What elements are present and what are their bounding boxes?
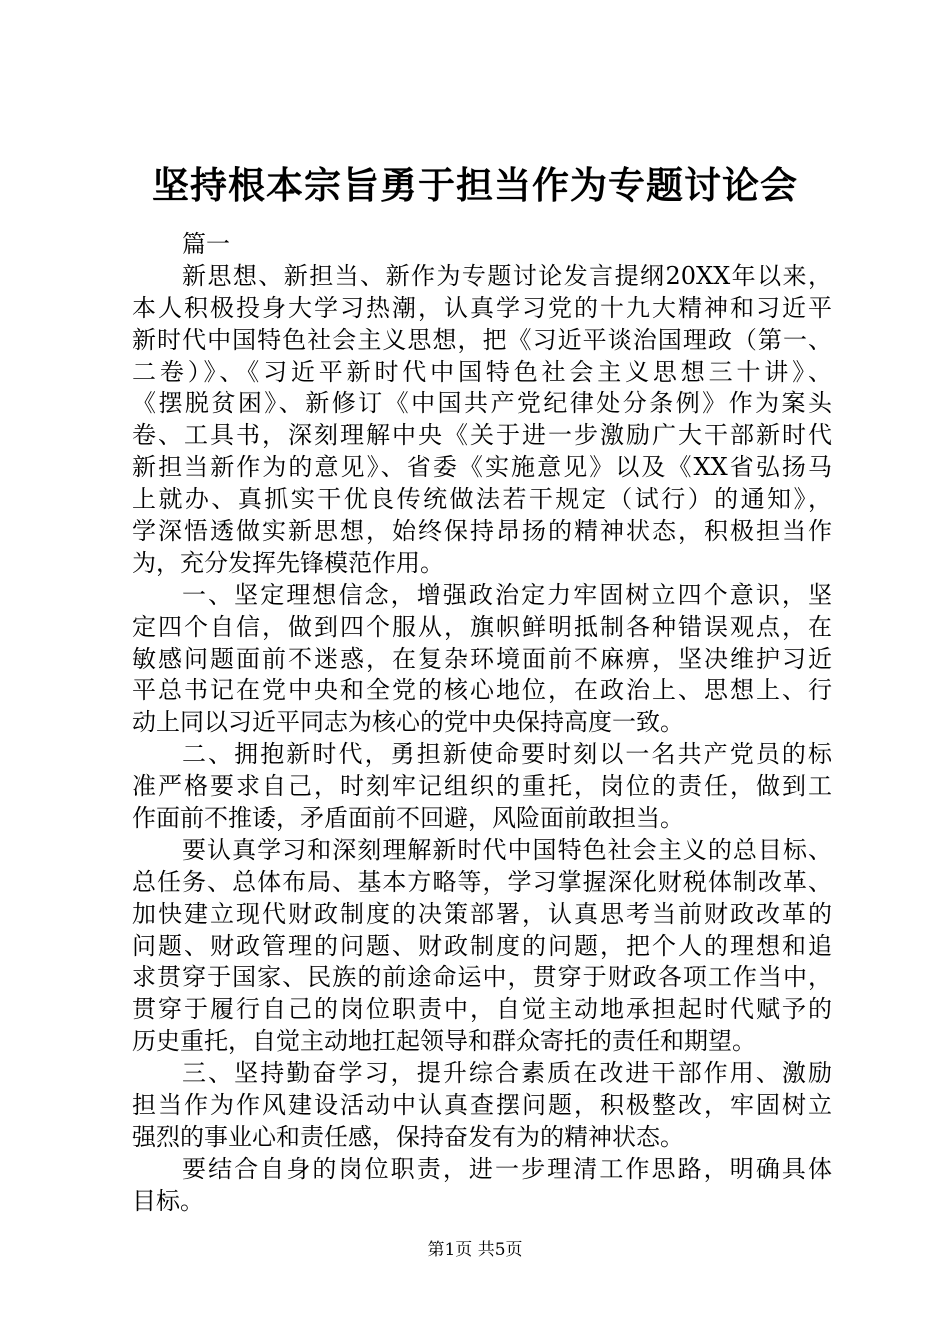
document-body [132,229,832,1218]
text-line: 卷、工具书，深刻理解中央《关于进一步激励广大干部新时代 [132,421,832,450]
text-line: 一、坚定理想信念，增强政治定力牢固树立四个意识，坚 [182,580,832,609]
text-line: 新时代中国特色社会主义思想，把《习近平谈治国理政（第一、 [132,325,832,354]
text-line: 新担当新作为的意见》、省委《实施意见》以及《XX省弘扬马 [132,453,832,482]
text-line: 二、拥抱新时代，勇担新使命要时刻以一名共产党员的标 [182,740,832,769]
text-line: 总任务、总体布局、基本方略等，学习掌握深化财税体制改革、 [132,867,832,896]
text-line: 平总书记在党中央和全党的核心地位，在政治上、思想上、行 [132,676,832,705]
text-line: 目标。 [132,1186,204,1215]
text-line: 强烈的事业心和责任感，保持奋发有为的精神状态。 [132,1122,684,1151]
text-line: 担当作为作风建设活动中认真查摆问题，积极整改，牢固树立 [132,1091,832,1120]
text-line: 要认真学习和深刻理解新时代中国特色社会主义的总目标、 [182,835,832,864]
text-line: 《摆脱贫困》、新修订《中国共产党纪律处分条例》作为案头 [132,389,832,418]
text-line: 贯穿于履行自己的岗位职责中，自觉主动地承担起时代赋予的 [132,995,832,1024]
text-line: 动上同以习近平同志为核心的党中央保持高度一致。 [132,708,684,737]
text-line: 定四个自信，做到四个服从，旗帜鲜明抵制各种错误观点，在 [132,612,832,641]
text-line: 本人积极投身大学习热潮，认真学习党的十九大精神和习近平 [132,293,832,322]
text-line: 新思想、新担当、新作为专题讨论发言提纲20XX年以来， [182,261,832,290]
text-line: 学深悟透做实新思想，始终保持昂扬的精神状态，积极担当作 [132,517,832,546]
text-line: 三、坚持勤奋学习，提升综合素质在改进干部作用、激励 [182,1059,832,1088]
text-line: 上就办、真抓实干优良传统做法若干规定（试行）的通知》， [132,485,832,514]
text-line: 准严格要求自己，时刻牢记组织的重托，岗位的责任，做到工 [132,772,832,801]
page-footer: 第1页 共5页 [427,1240,523,1260]
text-line: 敏感问题面前不迷惑，在复杂环境面前不麻痹，坚决维护习近 [132,644,832,673]
text-line: 问题、财政管理的问题、财政制度的问题，把个人的理想和追 [132,931,832,960]
document-title: 坚持根本宗旨勇于担当作为专题讨论会 [152,163,798,207]
text-line: 加快建立现代财政制度的决策部署，认真思考当前财政改革的 [132,899,832,928]
text-line: 作面前不推诿，矛盾面前不回避，风险面前敢担当。 [132,804,684,833]
text-line: 为，充分发挥先锋模范作用。 [132,548,444,577]
text-line: 二卷）》、《习近平新时代中国特色社会主义思想三十讲》、 [132,357,832,386]
text-line: 要结合自身的岗位职责，进一步理清工作思路，明确具体 [182,1154,832,1183]
text-line: 求贯穿于国家、民族的前途命运中，贯穿于财政各项工作当中， [132,963,832,992]
text-line: 历史重托，自觉主动地扛起领导和群众寄托的责任和期望。 [132,1027,756,1056]
section-label: 篇一 [182,230,230,258]
